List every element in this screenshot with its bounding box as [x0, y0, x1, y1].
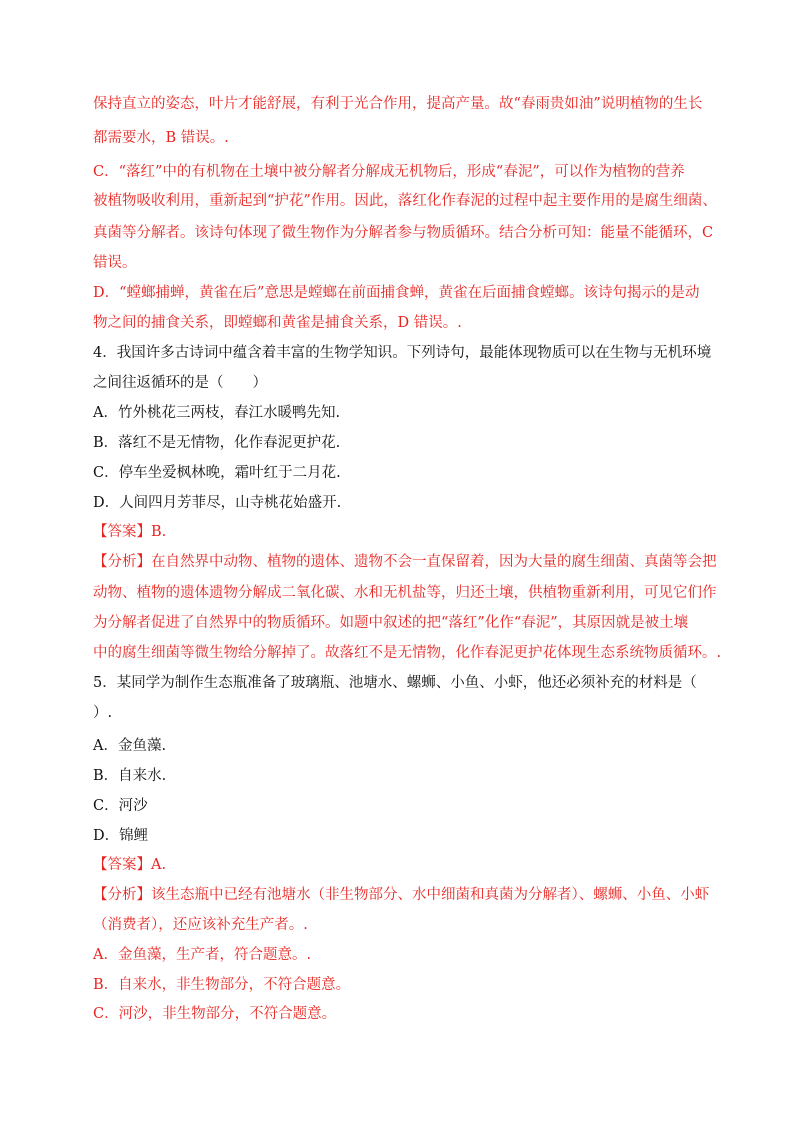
question-5-stem: 5．某同学为制作生态瓶准备了玻璃瓶、池塘水、螺蛳、小鱼、小虾，他还必须补充的材料是（	[93, 675, 697, 691]
question-5-answer: 【答案】A.	[93, 857, 167, 873]
option-d-analysis: D．“螳螂捕蝉，黄雀在后”意思是螳螂在前面捕食蝉，黄雀在后面捕食螳螂。该诗句揭示的是动	[93, 285, 700, 301]
analysis-line: 都需要水，B 错误。.	[93, 130, 229, 146]
question-5-option-b-analysis: B．自来水，非生物部分，不符合题意。	[93, 977, 351, 993]
analysis-line: 被植物吸收利用，重新起到“护花”作用。因此，落红化作春泥的过程中起主要作用的是腐生细菌、	[93, 193, 717, 209]
question-4-analysis: 【分析】在自然界中动物、植物的遗体、遗物不会一直保留着，因为大量的腐生细菌、真菌等会把	[93, 554, 717, 570]
question-4-analysis: 动物、植物的遗体遗物分解成二氧化碳、水和无机盐等，归还土壤，供植物重新利用，可见它们作	[93, 585, 717, 601]
question-4-option-b: B．落红不是无情物，化作春泥更护花.	[93, 435, 341, 451]
question-5-stem: ）.	[93, 705, 113, 721]
question-5-option-c: C．河沙	[93, 798, 148, 814]
question-5-option-a-analysis: A．金鱼藻，生产者，符合题意。.	[93, 947, 312, 963]
option-c-analysis: C．“落红”中的有机物在土壤中被分解者分解成无机物后，形成“春泥”，可以作为植物的营养	[93, 164, 685, 180]
question-4-option-a: A．竹外桃花三两枝，春江水暖鸭先知.	[93, 405, 341, 421]
analysis-line: 保持直立的姿态，叶片才能舒展，有利于光合作用，提高产量。故“春雨贵如油”说明植物的生长	[93, 96, 703, 112]
question-4-option-d: D．人间四月芳菲尽，山寺桃花始盛开.	[93, 495, 342, 511]
question-4-answer: 【答案】B.	[93, 524, 167, 540]
analysis-line: 错误。	[93, 255, 137, 271]
analysis-line: 物之间的捕食关系，即螳螂和黄雀是捕食关系，D 错误。.	[93, 315, 462, 331]
question-4-stem: 4．我国许多古诗词中蕴含着丰富的生物学知识。下列诗句，最能体现物质可以在生物与无机环境	[93, 345, 712, 361]
question-5-analysis: 【分析】该生态瓶中已经有池塘水（非生物部分、水中细菌和真菌为分解者）、螺蛳、小鱼、小虾	[93, 887, 710, 903]
question-4-analysis: 中的腐生细菌等微生物给分解掉了。故落红不是无情物，化作春泥更护花体现生态系统物质循环。.	[93, 645, 722, 661]
question-5-option-d: D．锦鲤	[93, 828, 149, 844]
question-4-analysis: 为分解者促进了自然界中的物质循环。如题中叙述的把“落红”化作“春泥”，其原因就是被土壤	[93, 615, 689, 631]
question-5-analysis: （消费者），还应该补充生产者。.	[93, 917, 308, 933]
analysis-line: 真菌等分解者。该诗句体现了微生物作为分解者参与物质循环。结合分析可知：能量不能循环，C	[93, 225, 714, 241]
question-4-stem: 之间往返循环的是（ ）	[93, 375, 267, 391]
question-5-option-c-analysis: C．河沙，非生物部分，不符合题意。	[93, 1006, 337, 1022]
question-5-option-a: A．金鱼藻.	[93, 738, 167, 754]
question-4-option-c: C．停车坐爱枫林晚，霜叶红于二月花.	[93, 465, 341, 481]
question-5-option-b: B．自来水.	[93, 768, 167, 784]
